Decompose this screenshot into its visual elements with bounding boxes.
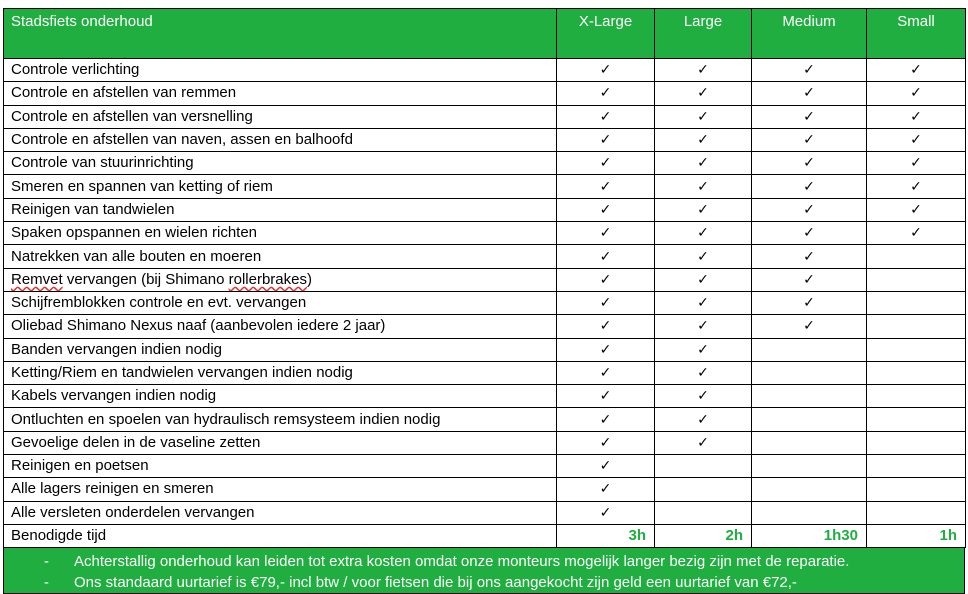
cell-large bbox=[655, 431, 752, 454]
cell-large bbox=[655, 455, 752, 478]
checkmark-icon: ✓ bbox=[697, 248, 709, 265]
table-row bbox=[4, 291, 966, 314]
cell-small bbox=[867, 128, 966, 151]
cell-medium bbox=[752, 128, 867, 151]
cell-small bbox=[867, 222, 966, 245]
checkmark-icon: ✓ bbox=[803, 248, 815, 265]
column-header-large: Large bbox=[655, 9, 752, 59]
cell-small bbox=[867, 152, 966, 175]
footer-note bbox=[4, 572, 964, 593]
column-header-x-large: X-Large bbox=[557, 9, 655, 59]
checkmark-icon: ✓ bbox=[599, 365, 612, 381]
checkmark-icon: ✓ bbox=[599, 318, 612, 335]
cell-medium bbox=[752, 408, 867, 431]
checkmark-icon: ✓ bbox=[697, 434, 709, 451]
cell-small bbox=[867, 385, 966, 408]
maintenance-table bbox=[3, 8, 966, 548]
row-label: Kabels vervangen indien nodig bbox=[4, 385, 557, 408]
cell-x-large bbox=[557, 222, 655, 245]
checkmark-icon: ✓ bbox=[910, 225, 922, 242]
cell-large bbox=[655, 408, 752, 431]
cell-large bbox=[655, 175, 752, 198]
footer-notes bbox=[3, 548, 965, 594]
table-row bbox=[4, 361, 966, 384]
checkmark-icon: ✓ bbox=[599, 85, 612, 102]
cell-x-large bbox=[557, 152, 655, 175]
checkmark-icon: ✓ bbox=[910, 85, 922, 102]
cell-x-large bbox=[557, 501, 655, 524]
column-header-small: Small bbox=[867, 9, 966, 59]
cell-x-large bbox=[557, 175, 655, 198]
checkmark-icon: ✓ bbox=[697, 271, 709, 288]
cell-medium bbox=[752, 431, 867, 454]
checkmark-icon: ✓ bbox=[697, 295, 709, 312]
row-label: Spaken opspannen en wielen richten bbox=[4, 222, 557, 245]
table-row bbox=[4, 338, 966, 361]
checkmark-icon: ✓ bbox=[697, 388, 709, 405]
cell-medium bbox=[752, 478, 867, 501]
checkmark-icon: ✓ bbox=[697, 341, 709, 358]
checkmark-icon: ✓ bbox=[803, 225, 815, 242]
table-row bbox=[4, 455, 966, 478]
cell-medium bbox=[752, 245, 867, 268]
checkmark-icon: ✓ bbox=[599, 108, 612, 125]
footer-note bbox=[4, 551, 964, 572]
checkmark-icon: ✓ bbox=[697, 62, 709, 79]
table-row bbox=[4, 105, 966, 128]
footer-note-text: Achterstallig onderhoud kan leiden tot extra kosten omdat onze monteurs mogelijk langer bezig zijn met de reparatie. bbox=[74, 553, 850, 571]
cell-small bbox=[867, 59, 966, 82]
table-row bbox=[4, 268, 966, 291]
cell-x-large bbox=[557, 291, 655, 314]
table-row bbox=[4, 431, 966, 454]
checkmark-icon: ✓ bbox=[599, 388, 612, 405]
checkmark-icon: ✓ bbox=[910, 201, 922, 218]
cell-large bbox=[655, 385, 752, 408]
cell-small bbox=[867, 501, 966, 524]
row-label: Ontluchten en spoelen van hydraulisch remsysteem indien nodig bbox=[4, 408, 557, 431]
time-value-x-large: 3h bbox=[557, 524, 655, 547]
checkmark-icon: ✓ bbox=[599, 178, 612, 195]
row-label: Controle en afstellen van versnelling bbox=[4, 105, 557, 128]
row-label: Gevoelige delen in de vaseline zetten bbox=[4, 431, 557, 454]
cell-x-large bbox=[557, 315, 655, 338]
row-label: Controle verlichting bbox=[4, 59, 557, 82]
table-row bbox=[4, 501, 966, 524]
cell-large bbox=[655, 361, 752, 384]
cell-small bbox=[867, 431, 966, 454]
checkmark-icon: ✓ bbox=[599, 481, 612, 498]
cell-medium bbox=[752, 455, 867, 478]
cell-x-large bbox=[557, 128, 655, 151]
checkmark-icon: ✓ bbox=[599, 248, 612, 265]
cell-small bbox=[867, 315, 966, 338]
time-value-medium: 1h30 bbox=[752, 524, 867, 547]
cell-large bbox=[655, 268, 752, 291]
cell-large bbox=[655, 478, 752, 501]
table-row bbox=[4, 408, 966, 431]
checkmark-icon: ✓ bbox=[697, 201, 709, 218]
cell-medium bbox=[752, 501, 867, 524]
cell-small bbox=[867, 82, 966, 105]
cell-large bbox=[655, 338, 752, 361]
checkmark-icon: ✓ bbox=[803, 108, 815, 125]
checkmark-icon: ✓ bbox=[599, 434, 612, 451]
checkmark-icon: ✓ bbox=[803, 295, 815, 312]
cell-large bbox=[655, 245, 752, 268]
row-label: Controle en afstellen van naven, assen en balhoofd bbox=[4, 128, 557, 151]
row-label: Reinigen en poetsen bbox=[4, 455, 557, 478]
bullet-dash: - bbox=[44, 553, 49, 571]
checkmark-icon: ✓ bbox=[803, 201, 815, 218]
cell-small bbox=[867, 175, 966, 198]
cell-small bbox=[867, 361, 966, 384]
checkmark-icon: ✓ bbox=[599, 458, 612, 475]
checkmark-icon: ✓ bbox=[803, 271, 815, 288]
cell-x-large bbox=[557, 268, 655, 291]
checkmark-icon: ✓ bbox=[697, 365, 709, 381]
cell-medium bbox=[752, 268, 867, 291]
cell-small bbox=[867, 408, 966, 431]
checkmark-icon: ✓ bbox=[910, 132, 922, 149]
cell-medium bbox=[752, 82, 867, 105]
table-row bbox=[4, 152, 966, 175]
cell-x-large bbox=[557, 198, 655, 221]
cell-small bbox=[867, 455, 966, 478]
row-label: Schijfremblokken controle en evt. vervangen bbox=[4, 291, 557, 314]
cell-x-large bbox=[557, 105, 655, 128]
cell-large bbox=[655, 82, 752, 105]
checkmark-icon: ✓ bbox=[697, 132, 709, 149]
checkmark-icon: ✓ bbox=[599, 201, 612, 218]
cell-medium bbox=[752, 361, 867, 384]
table-row bbox=[4, 478, 966, 501]
cell-x-large bbox=[557, 431, 655, 454]
table-body bbox=[4, 59, 966, 548]
cell-medium bbox=[752, 59, 867, 82]
checkmark-icon: ✓ bbox=[803, 62, 815, 79]
checkmark-icon: ✓ bbox=[910, 108, 922, 125]
checkmark-icon: ✓ bbox=[599, 504, 612, 521]
cell-x-large bbox=[557, 59, 655, 82]
checkmark-icon: ✓ bbox=[697, 178, 709, 195]
checkmark-icon: ✓ bbox=[697, 225, 709, 242]
cell-large bbox=[655, 128, 752, 151]
checkmark-icon: ✓ bbox=[599, 225, 612, 242]
cell-small bbox=[867, 291, 966, 314]
checkmark-icon: ✓ bbox=[599, 271, 612, 288]
cell-medium bbox=[752, 385, 867, 408]
cell-medium bbox=[752, 198, 867, 221]
row-label: Natrekken van alle bouten en moeren bbox=[4, 245, 557, 268]
cell-small bbox=[867, 478, 966, 501]
cell-large bbox=[655, 501, 752, 524]
checkmark-icon: ✓ bbox=[803, 178, 815, 195]
cell-x-large bbox=[557, 455, 655, 478]
column-header-medium: Medium bbox=[752, 9, 867, 59]
cell-small bbox=[867, 268, 966, 291]
cell-large bbox=[655, 59, 752, 82]
cell-small bbox=[867, 245, 966, 268]
row-label: Banden vervangen indien nodig bbox=[4, 338, 557, 361]
checkmark-icon: ✓ bbox=[910, 178, 922, 195]
checkmark-icon: ✓ bbox=[697, 155, 709, 172]
time-value-small: 1h bbox=[867, 524, 966, 547]
row-label: Smeren en spannen van ketting of riem bbox=[4, 175, 557, 198]
checkmark-icon: ✓ bbox=[803, 318, 815, 335]
cell-x-large bbox=[557, 408, 655, 431]
cell-large bbox=[655, 105, 752, 128]
checkmark-icon: ✓ bbox=[803, 155, 815, 172]
checkmark-icon: ✓ bbox=[697, 108, 709, 125]
cell-medium bbox=[752, 222, 867, 245]
table-header bbox=[4, 9, 966, 59]
checkmark-icon: ✓ bbox=[697, 318, 709, 335]
maintenance-document bbox=[3, 8, 965, 594]
cell-x-large bbox=[557, 385, 655, 408]
row-label: Controle en afstellen van remmen bbox=[4, 82, 557, 105]
checkmark-icon: ✓ bbox=[599, 132, 612, 149]
table-row bbox=[4, 245, 966, 268]
cell-medium bbox=[752, 105, 867, 128]
cell-small bbox=[867, 338, 966, 361]
checkmark-icon: ✓ bbox=[910, 62, 922, 79]
checkmark-icon: ✓ bbox=[599, 155, 612, 172]
cell-x-large bbox=[557, 361, 655, 384]
cell-small bbox=[867, 105, 966, 128]
cell-x-large bbox=[557, 245, 655, 268]
row-label: Remvet vervangen (bij Shimano rollerbrakes) bbox=[4, 268, 557, 291]
table-row bbox=[4, 82, 966, 105]
checkmark-icon: ✓ bbox=[599, 411, 612, 428]
table-row bbox=[4, 198, 966, 221]
footer-note-text: Ons standaard uurtarief is €79,- incl btw / voor fietsen die bij ons aangekocht zijn geld een uurtarief van €72,- bbox=[74, 574, 797, 592]
checkmark-icon: ✓ bbox=[599, 295, 612, 312]
table-row bbox=[4, 128, 966, 151]
cell-large bbox=[655, 222, 752, 245]
checkmark-icon: ✓ bbox=[910, 155, 922, 172]
checkmark-icon: ✓ bbox=[697, 411, 709, 428]
cell-large bbox=[655, 198, 752, 221]
cell-large bbox=[655, 291, 752, 314]
table-row bbox=[4, 59, 966, 82]
row-label: Alle versleten onderdelen vervangen bbox=[4, 501, 557, 524]
checkmark-icon: ✓ bbox=[599, 341, 612, 358]
checkmark-icon: ✓ bbox=[803, 132, 815, 149]
bullet-dash: - bbox=[44, 574, 49, 592]
checkmark-icon: ✓ bbox=[599, 62, 612, 79]
checkmark-icon: ✓ bbox=[803, 85, 815, 102]
time-row-label: Benodigde tijd bbox=[4, 524, 557, 547]
cell-large bbox=[655, 152, 752, 175]
table-row bbox=[4, 385, 966, 408]
row-label: Alle lagers reinigen en smeren bbox=[4, 478, 557, 501]
time-value-large: 2h bbox=[655, 524, 752, 547]
time-row bbox=[4, 524, 966, 547]
cell-large bbox=[655, 315, 752, 338]
cell-medium bbox=[752, 152, 867, 175]
table-row bbox=[4, 222, 966, 245]
table-row bbox=[4, 315, 966, 338]
table-row bbox=[4, 175, 966, 198]
cell-medium bbox=[752, 338, 867, 361]
cell-medium bbox=[752, 291, 867, 314]
row-label: Ketting/Riem en tandwielen vervangen indien nodig bbox=[4, 361, 557, 384]
table-title: Stadsfiets onderhoud bbox=[4, 9, 557, 59]
cell-x-large bbox=[557, 478, 655, 501]
row-label: Controle van stuurinrichting bbox=[4, 152, 557, 175]
cell-small bbox=[867, 198, 966, 221]
row-label: Reinigen van tandwielen bbox=[4, 198, 557, 221]
checkmark-icon: ✓ bbox=[697, 85, 709, 102]
cell-medium bbox=[752, 175, 867, 198]
cell-medium bbox=[752, 315, 867, 338]
cell-x-large bbox=[557, 338, 655, 361]
cell-x-large bbox=[557, 82, 655, 105]
row-label: Oliebad Shimano Nexus naaf (aanbevolen iedere 2 jaar) bbox=[4, 315, 557, 338]
